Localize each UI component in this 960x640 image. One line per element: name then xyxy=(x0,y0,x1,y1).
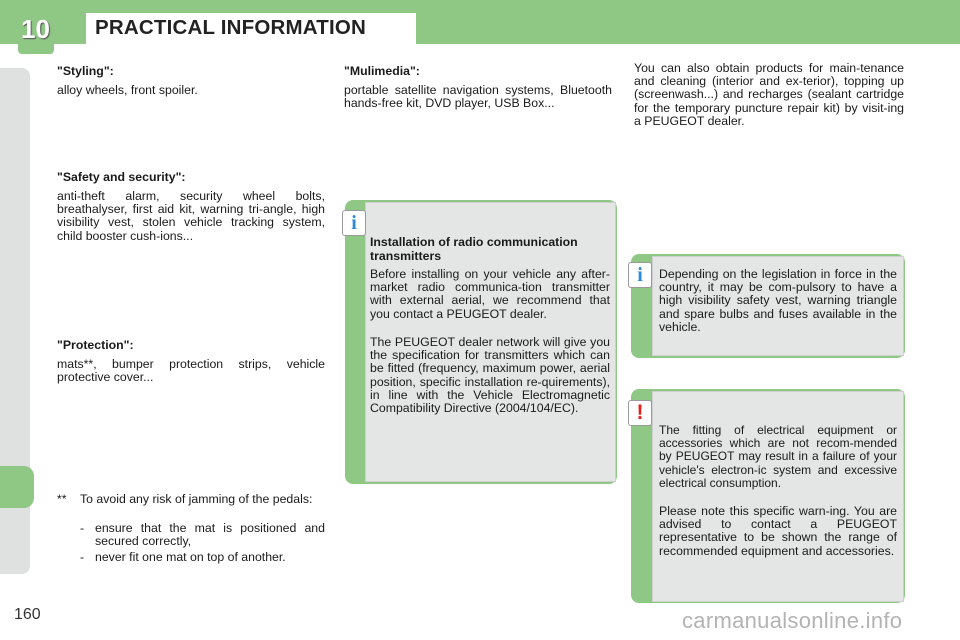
footnote-dash-2: - xyxy=(80,550,85,564)
legislation-info-text: Depending on the legislation in force in the country, it may be com-pulsory to have a high visibility safety vest, warning triangle and spare bulbs and fuses available in the vehicle. xyxy=(659,267,897,334)
footnote-item-1: ensure that the mat is positioned and secured correctly, xyxy=(95,521,325,549)
info-icon: i xyxy=(628,262,652,288)
multimedia-heading: "Mulimedia": xyxy=(344,64,420,78)
radio-info-para-1: Before installing on your vehicle any after-market radio communica-tion transmitter with external aerial, we recommend that you contact a PEUGEOT dealer. xyxy=(370,267,610,321)
protection-heading: "Protection": xyxy=(57,338,134,352)
page-number: 160 xyxy=(14,606,41,623)
watermark: carmanualsonline.info xyxy=(682,608,903,633)
footnote-item-2: never fit one mat on top of another. xyxy=(95,550,286,564)
styling-text: alloy wheels, front spoiler. xyxy=(57,83,198,97)
protection-text: mats**, bumper protection strips, vehicle protective cover... xyxy=(57,357,325,385)
safety-heading: "Safety and security": xyxy=(57,170,186,184)
warning-para-2: Please note this specific warn-ing. You are advised to contact a PEUGEOT representative to be shown the range of recommended equipment and accessories. xyxy=(659,504,897,558)
footnote-marker: ** xyxy=(57,492,67,506)
warning-para-1: The fitting of electrical equipment or accessories which are not recom-mended by PEUGEOT may result in a failure of your vehicle's electron-ic system and excessive electrical consumption. xyxy=(659,423,897,490)
page-title: PRACTICAL INFORMATION xyxy=(95,16,367,39)
radio-info-para-2: The PEUGEOT dealer network will give you the specification for transmitters which can be fitted (frequency, maximum power, aerial position, specific installation re-quirements), in line with the Vehicle Electromagnetic Compatibility Directive (2004/104/EC). xyxy=(370,335,610,416)
footnote-dash-1: - xyxy=(80,521,85,535)
styling-heading: "Styling": xyxy=(57,64,114,78)
warning-icon: ! xyxy=(628,400,652,426)
radio-info-heading: Installation of radio communication transmitters xyxy=(370,235,578,263)
maintenance-products-text: You can also obtain products for main-tenance and cleaning (interior and ex-terior), topping up (screenwash...) and recharges (sealant cartridge for the temporary puncture repair kit) by visit-ing a PEUGEOT dealer. xyxy=(634,61,904,128)
chapter-number: 10 xyxy=(21,14,50,44)
safety-text: anti-theft alarm, security wheel bolts, breathalyser, first aid kit, warning tri-angle, high visibility vest, stolen vehicle tracking system, child booster cush-ions... xyxy=(57,189,325,243)
info-icon: i xyxy=(342,210,366,236)
chapter-tab xyxy=(0,466,34,508)
footnote-text: To avoid any risk of jamming of the pedals: xyxy=(80,492,313,506)
multimedia-text: portable satellite navigation systems, Bluetooth hands-free kit, DVD player, USB Box... xyxy=(344,83,612,111)
